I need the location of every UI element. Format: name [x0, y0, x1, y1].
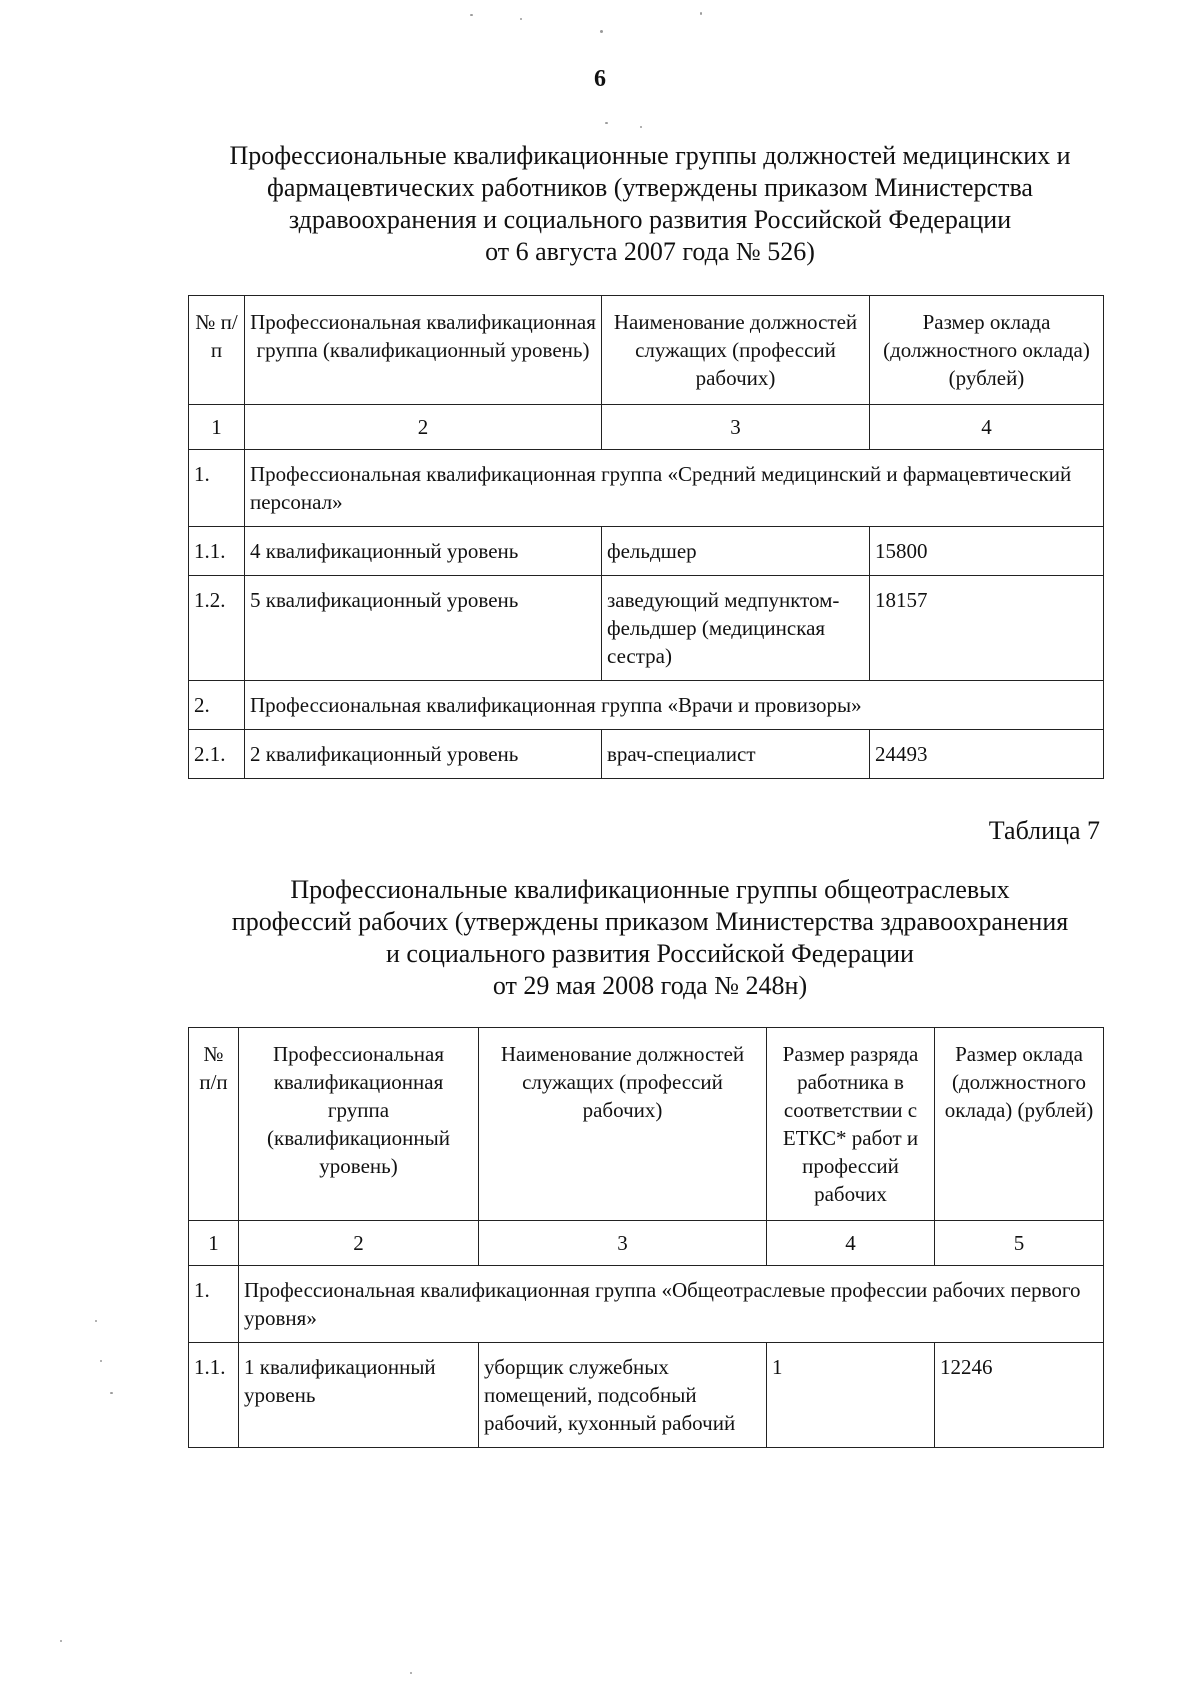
table-6-title: [150, 140, 1150, 268]
qualification-level: 5 квалификационный уровень: [245, 576, 602, 681]
scan-speck: [520, 18, 522, 20]
title-line: Профессиональные квалификационные группы общеотраслевых: [290, 875, 1010, 904]
header-position: Наименование должностей служащих (профессий рабочих): [479, 1028, 767, 1221]
column-number-row: [189, 1221, 1104, 1266]
table-row: [189, 1343, 1104, 1448]
scan-speck: [640, 126, 642, 128]
row-number: 1.1.: [189, 1343, 239, 1448]
table-row: [189, 576, 1104, 681]
position-name: заведующий медпунктом-фельдшер (медицинская сестра): [602, 576, 870, 681]
group-title: Профессиональная квалификационная группа «Общеотраслевые профессии рабочих первого уровня»: [239, 1266, 1104, 1343]
scan-speck: [605, 122, 608, 124]
column-number: 3: [479, 1221, 767, 1266]
table-header-row: [189, 1028, 1104, 1221]
title-line: Профессиональные квалификационные группы должностей медицинских и: [229, 141, 1071, 170]
scan-speck: [110, 1392, 113, 1394]
row-number: 1.: [189, 1266, 239, 1343]
title-line: от 6 августа 2007 года № 526): [485, 237, 815, 266]
qualification-level: 1 квалификационный уровень: [239, 1343, 479, 1448]
scan-speck: [410, 1672, 412, 1674]
column-number: 1: [189, 1221, 239, 1266]
scan-speck: [95, 1320, 97, 1322]
row-number: 2.1.: [189, 730, 245, 779]
header-salary: Размер оклада (должностного оклада) (рублей): [870, 296, 1104, 405]
group-row: [189, 681, 1104, 730]
title-line: профессий рабочих (утверждены приказом Министерства здравоохранения: [231, 907, 1069, 936]
row-number: 1.2.: [189, 576, 245, 681]
column-number: 3: [602, 405, 870, 450]
header-group: Профессиональная квалификационная группа (квалификационный уровень): [245, 296, 602, 405]
table-row: [189, 730, 1104, 779]
table-header-row: [189, 296, 1104, 405]
table-label: Таблица 7: [988, 816, 1100, 845]
qualification-level: 4 квалификационный уровень: [245, 527, 602, 576]
title-line: и социального развития Российской Федерации: [386, 939, 914, 968]
position-name: уборщик служебных помещений, подсобный рабочий, кухонный рабочий: [479, 1343, 767, 1448]
header-number: № п/п: [189, 1028, 239, 1221]
group-title: Профессиональная квалификационная группа «Средний медицинский и фармацевтический персонал»: [245, 450, 1104, 527]
qualification-level: 2 квалификационный уровень: [245, 730, 602, 779]
title-line: фармацевтических работников (утверждены приказом Министерства: [267, 173, 1033, 202]
scan-speck: [60, 1640, 62, 1642]
position-name: фельдшер: [602, 527, 870, 576]
scan-speck: [100, 1360, 102, 1362]
salary-value: 12246: [935, 1343, 1104, 1448]
page-number: 6: [594, 66, 606, 92]
salary-value: 24493: [870, 730, 1104, 779]
table-7-title: [150, 874, 1150, 1002]
column-number: 4: [870, 405, 1104, 450]
row-number: 1.: [189, 450, 245, 527]
group-row: [189, 450, 1104, 527]
header-group: Профессиональная квалификационная группа (квалификационный уровень): [239, 1028, 479, 1221]
table-7: [188, 1027, 1104, 1448]
table-6: [188, 295, 1104, 779]
row-number: 1.1.: [189, 527, 245, 576]
scan-speck: [600, 30, 603, 33]
header-grade: Размер разряда работника в соответствии с ЕТКС* работ и профессий рабочих: [767, 1028, 935, 1221]
group-row: [189, 1266, 1104, 1343]
column-number-row: [189, 405, 1104, 450]
salary-value: 18157: [870, 576, 1104, 681]
salary-value: 15800: [870, 527, 1104, 576]
title-line: здравоохранения и социального развития Российской Федерации: [288, 205, 1012, 234]
table-row: [189, 527, 1104, 576]
column-number: 4: [767, 1221, 935, 1266]
scan-speck: [470, 14, 473, 16]
column-number: 2: [239, 1221, 479, 1266]
scan-speck: [700, 12, 702, 15]
header-position: Наименование должностей служащих (профессий рабочих): [602, 296, 870, 405]
position-name: врач-специалист: [602, 730, 870, 779]
group-title: Профессиональная квалификационная группа «Врачи и провизоры»: [245, 681, 1104, 730]
header-number: № п/п: [189, 296, 245, 405]
grade-value: 1: [767, 1343, 935, 1448]
row-number: 2.: [189, 681, 245, 730]
column-number: 5: [935, 1221, 1104, 1266]
header-salary: Размер оклада (должностного оклада) (рублей): [935, 1028, 1104, 1221]
column-number: 2: [245, 405, 602, 450]
title-line: от 29 мая 2008 года № 248н): [492, 971, 808, 1000]
column-number: 1: [189, 405, 245, 450]
